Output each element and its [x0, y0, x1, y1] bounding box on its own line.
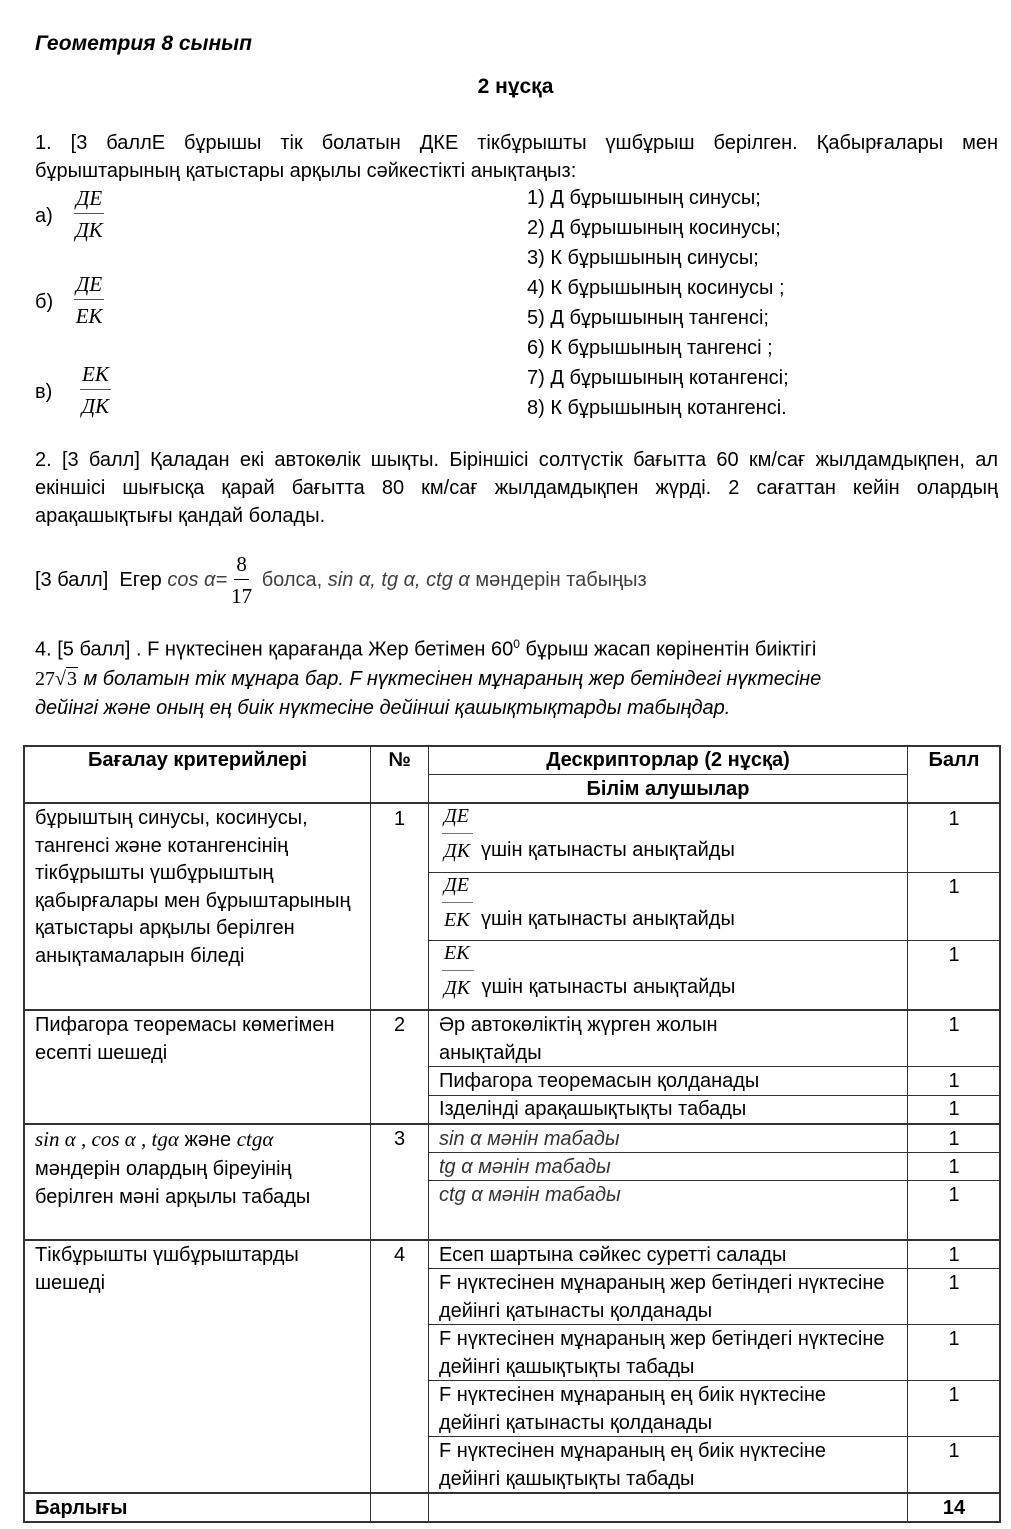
- score-cell: 1: [948, 1384, 960, 1406]
- total-label: Барлығы: [35, 1497, 128, 1519]
- descriptor-cell: Пифагора теоремасын қолданады: [439, 1070, 760, 1092]
- q3-cos-expression: cos α=: [167, 568, 228, 591]
- score-cell: 1: [948, 1156, 960, 1178]
- descriptor-cell: F нүктесінен мұнараның ең биік нүктесіне дейінгі қатынасты қолданады: [439, 1384, 827, 1434]
- fraction-denominator: ДК: [75, 218, 103, 242]
- q4-line-2-rest: м болатын тік мұнара бар. F нүктесінен мұнараның жер бетіндегі нүктесіне: [77, 667, 822, 690]
- header-number: №: [388, 749, 411, 771]
- answer-item: 2) Д бұрышының косинусы;: [527, 217, 781, 239]
- descriptor-cell: sin α мәнін табады: [439, 1128, 620, 1150]
- criteria-cell: Пифагора теоремасы көмегімен есепті шешеді: [35, 1014, 335, 1064]
- option-c-label: в): [35, 381, 53, 403]
- fraction-numerator: ДЕ: [74, 272, 104, 300]
- option-a-label: а): [35, 205, 53, 227]
- score-cell: 1: [948, 1098, 960, 1120]
- ratio-fraction: [442, 874, 473, 931]
- fraction-numerator: ЕК: [442, 942, 474, 971]
- criteria-and: және: [178, 1129, 237, 1151]
- ratio-fraction: [442, 805, 473, 862]
- column-divider: [428, 745, 429, 1523]
- descriptor-cell: [442, 874, 735, 931]
- fraction-numerator: ЕК: [80, 362, 111, 390]
- number-cell: 2: [393, 1014, 406, 1036]
- descriptor-cell: F нүктесінен мұнараның жер бетіндегі нүктесіне дейінгі қатынасты қолданады: [439, 1272, 885, 1322]
- score-cell: 1: [948, 1184, 960, 1206]
- descriptor-cell: ctg α мәнін табады: [439, 1184, 621, 1206]
- descriptor-text: үшін қатынасты анықтайды: [480, 839, 735, 861]
- descriptor-text: үшін қатынасты анықтайды: [481, 976, 736, 998]
- descriptor-text: үшін қатынасты анықтайды: [480, 908, 735, 930]
- ratio-fraction: [442, 942, 474, 999]
- height-coefficient: 27: [35, 667, 55, 690]
- fraction-numerator: ДЕ: [442, 805, 473, 834]
- q4-line-1-end: бұрыш жасап көрінентін биіктігі: [519, 638, 817, 661]
- criteria-cell: бұрыштың синусы, косинусы, тангенсі және котангенсінің тікбұрышты үшбұрыштың қабырғалары мен бұрыштарының қатыстары арқылы берілген анықтамаларын біледі: [35, 807, 351, 967]
- question-1-text: 1. [3 баллЕ бұрышы тік болатын ДКЕ тікбұрышты үшбұрыш берілген. Қабырғалары мен бұрыштарының қатыстары арқылы сәйкестікті анықтаңыз:: [35, 132, 998, 182]
- fraction-denominator: ЕК: [444, 909, 470, 931]
- number-cell: 3: [393, 1128, 406, 1150]
- fraction-numerator: ДЕ: [442, 874, 473, 903]
- criteria-math-functions: sin α , cos α , tgα: [35, 1127, 179, 1151]
- answer-item: 8) К бұрышының котангенсі.: [527, 397, 787, 419]
- score-cell: 1: [948, 1070, 960, 1092]
- number-cell: 4: [393, 1244, 406, 1266]
- score-cell: 1: [948, 1272, 960, 1294]
- total-score: 14: [942, 1497, 966, 1519]
- q3-middle: болса,: [256, 568, 328, 591]
- score-cell: 1: [948, 1128, 960, 1150]
- fraction-denominator: ЕК: [75, 304, 103, 328]
- answer-item: 7) Д бұрышының котангенсі;: [527, 367, 789, 389]
- descriptor-cell: F нүктесінен мұнараның ең биік нүктесіне дейінгі қашықтықты табады: [439, 1440, 827, 1490]
- score-cell: 1: [948, 1244, 960, 1266]
- fraction-denominator: ДК: [444, 840, 471, 862]
- q3-functions: sin α, tg α, ctg α: [327, 568, 470, 591]
- answer-item: 4) К бұрышының косинусы ;: [527, 277, 785, 299]
- q4-line-1-start: 4. [5 балл] . F нүктесінен қарағанда Жер бетімен 60: [35, 638, 514, 661]
- answer-item: 1) Д бұрышының синусы;: [527, 187, 761, 209]
- q4-line-3: дейінгі және оның ең биік нүктесіне дейінші қашықтықтарды табыңдар.: [35, 696, 731, 719]
- fraction-numerator: 8: [234, 552, 249, 580]
- criteria-cell: Тікбұрышты үшбұрыштарды шешеді: [35, 1244, 299, 1294]
- score-cell: 1: [948, 1328, 960, 1350]
- score-cell: 1: [948, 876, 960, 898]
- descriptor-cell: Есеп шартына сәйкес суретті салады: [439, 1244, 787, 1266]
- column-divider: [23, 745, 25, 1523]
- height-value: 27√3: [35, 667, 77, 690]
- fraction-numerator: ДЕ: [74, 186, 104, 214]
- descriptor-cell: Әр автокөліктің жүрген жолын анықтайды: [439, 1014, 718, 1064]
- score-cell: 1: [948, 1014, 960, 1036]
- descriptor-cell: [442, 805, 735, 862]
- header-score: Балл: [928, 749, 980, 771]
- q3-suffix: мәндерін табыңыз: [469, 568, 647, 591]
- question-2-text: 2. [3 балл] Қаладан екі автокөлік шықты. Біріншісі солтүстік бағытта 60 км/сағ жылдамдықпен, ал екіншісі шығысқа қарай бағытта 80 км/сағ жылдамдықпен жүрді. 2 сағаттан кейін олардың арақашықтығы қандай болады.: [35, 449, 998, 527]
- descriptor-cell: tg α мәнін табады: [439, 1156, 611, 1178]
- answer-item: 6) К бұрышының тангенсі ;: [527, 337, 773, 359]
- fraction-denominator: ДК: [444, 977, 471, 999]
- descriptor-cell: [442, 942, 735, 999]
- degree-superscript: 0: [513, 637, 520, 651]
- criteria-math: [35, 1125, 365, 1154]
- height-radicand: 3: [66, 667, 77, 690]
- variant-heading: 2 нұсқа: [477, 75, 554, 98]
- score-cell: 1: [948, 944, 960, 966]
- fraction-denominator: ДК: [81, 394, 110, 418]
- answer-item: 5) Д бұрышының тангенсі;: [527, 307, 769, 329]
- header-descriptors: Дескрипторлар (2 нұсқа): [546, 749, 790, 771]
- option-b-label: б): [35, 291, 54, 313]
- criteria-cell: мәндерін олардың біреуінің берілген мәні арқылы табады: [35, 1158, 311, 1208]
- descriptor-cell: F нүктесінен мұнараның жер бетіндегі нүктесіне дейінгі қашықтықты табады: [439, 1328, 885, 1378]
- descriptor-cell: Ізделінді арақашықтықты табады: [439, 1098, 747, 1120]
- header-students: Білім алушылар: [586, 778, 750, 800]
- answer-item: 3) К бұрышының синусы;: [527, 247, 759, 269]
- fraction-denominator: 17: [231, 584, 253, 608]
- number-cell: 1: [393, 808, 406, 830]
- criteria-math-ctg: ctgα: [236, 1127, 274, 1151]
- document-title: Геометрия 8 сынып: [35, 32, 252, 55]
- score-cell: 1: [948, 1440, 960, 1462]
- header-criteria: Бағалау критерийлері: [87, 749, 308, 771]
- q3-prefix: [3 балл] Егер: [35, 568, 168, 591]
- score-cell: 1: [948, 808, 960, 830]
